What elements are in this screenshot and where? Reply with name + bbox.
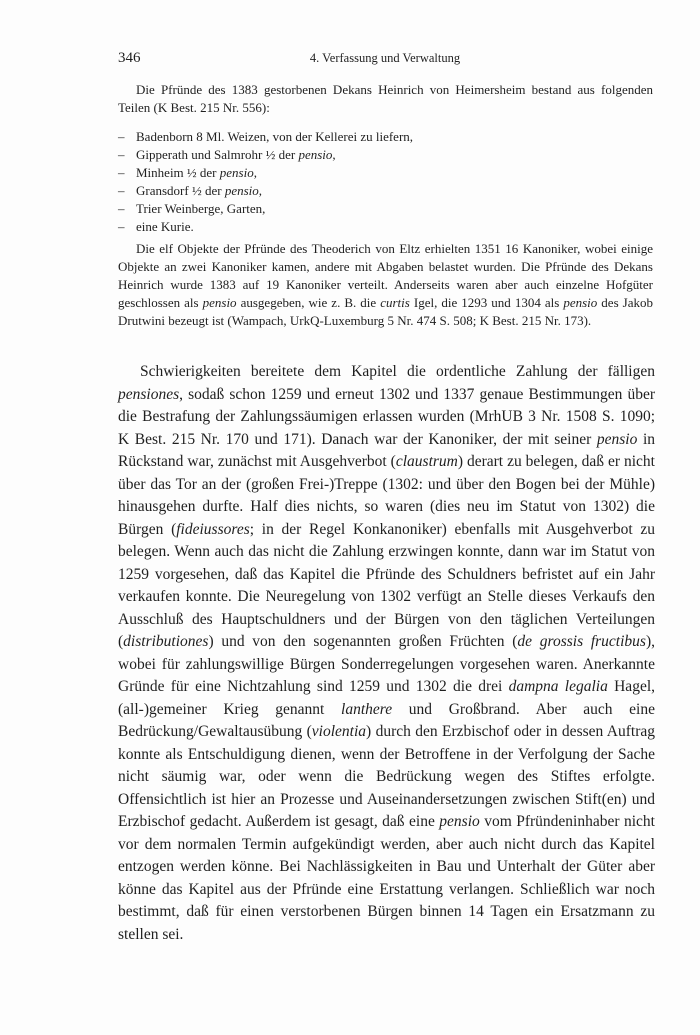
- page-header: [118, 50, 652, 70]
- list-item-tail: ,: [258, 183, 263, 198]
- main-text: Schwierigkeiten bereitete dem Kapitel die ordentliche Zahlung der fälligen pensiones, sodaß schon 1259 und erneut 1302 und 1337 genaue Bestimmungen über die Bestrafung der Zahlungssäumigen erlassen wurden (MrhUB 3 Nr. 1508 S. 1090; K Best. 215 Nr. 170 und 171). Danach war der Kanoniker, der mit seiner pensio in Rückstand war, zunächst mit Ausgehverbot (claustrum) derart zu belegen, daß er nicht über das Tor an der (großen Frei-)Treppe (1302: und über den Bogen bei der Mühle) hinausgehen durfte. Half dies nichts, so waren (dies neu im Statut von 1302) die Bürgen (fideiussores; in der Regel Konkanoniker) ebenfalls mit Ausgehverbot zu belegen. Wenn auch das nicht die Zahlung erzwingen konnte, dann war im Statut von 1259 vorgesehen, daß das Kapitel die Pfründe des Schuldners befristet auf ein Jahr verkaufen konnte. Die Neuregelung von 1302 verfügt an Stelle dieses Verkaufs den Ausschluß des Hauptschuldners und der Bürgen von den täglichen Verteilungen (distributiones) und von den sogenannten großen Früchten (de grossis fructibus), wobei für zahlungswillige Bürgen Sonderregelungen vorgesehen waren. Anerkannte Gründe für eine Nichtzahlung sind 1259 und 1302 die drei dampna legalia Hagel, (all-)gemeiner Krieg genannt lanthere und Großbrand. Aber auch eine Bedrückung/Gewaltausübung (violentia) durch den Erzbischof oder in dessen Auftrag konnte als Entschuldigung dienen, wenn der Betroffene in der Verfolgung der Sache nicht säumig war, oder wenn die Bedrückung wegen des Stiftes erfolgte. Offensichtlich ist hier an Prozesse und Auseinandersetzungen zwischen Stift(en) und Erzbischof gedacht. Außerdem ist gesagt, daß eine pensio vom Pfründeninhaber nicht vor dem normalen Termin aufgekündigt werden, aber auch nicht durch das Kapitel entzogen werden könne. Bei Nachlässigkeiten in Bau und Unterhalt der Güter aber könne das Kapitel aus der Pfründe eine Erstattung verlangen. Schließlich war noch bestimmt, daß für einen verstorbenen Bürgen binnen 14 Tagen ein Ersatzmann zu stellen sei.: [118, 363, 656, 943]
- list-item-text: eine Kurie.: [136, 219, 194, 234]
- list-item: [118, 218, 653, 236]
- list-item-text: Minheim ½ der: [136, 165, 220, 180]
- list-item-text: Gipperath und Salmrohr ½ der: [136, 147, 299, 162]
- list-dash: –: [118, 147, 125, 162]
- list-dash: –: [118, 201, 125, 216]
- list-item-italic: pensio: [224, 183, 259, 198]
- intro-paragraph: [118, 81, 653, 117]
- list-dash: –: [118, 165, 125, 180]
- list-dash: –: [118, 129, 125, 144]
- list-item-tail: ,: [332, 147, 336, 162]
- eltz-paragraph: [118, 240, 653, 330]
- prebend-list: [118, 128, 653, 236]
- list-dash: –: [118, 219, 125, 234]
- list-item-italic: pensio: [219, 165, 254, 180]
- list-item: [118, 200, 653, 218]
- list-item-tail: ,: [253, 165, 257, 180]
- list-item-text: Trier Weinberge, Garten,: [136, 201, 266, 216]
- list-item-text: Gransdorf ½ der: [136, 183, 225, 198]
- list-item: [118, 182, 653, 200]
- list-item: [118, 146, 653, 164]
- list-dash: –: [118, 183, 125, 198]
- list-item-italic: pensio: [298, 147, 333, 162]
- page-number: 346: [118, 50, 141, 66]
- running-head: 4. Verfassung und Verwaltung: [309, 51, 461, 65]
- eltz-text: Die elf Objekte der Pfründe des Theoderich von Eltz erhielten 1351 16 Kanoniker, wobei einige Objekte an zwei Kanoniker kamen, andere mit Abgaben belastet wurden. Die Pfründe des Dekans Heinrich wurde 1383 auf 19 Kanoniker verteilt. Anderseits waren aber auch einzelne Hofgüter geschlossen als pensio ausgegeben, wie z. B. die curtis Igel, die 1293 und 1304 als pensio des Jakob Drutwini bezeugt ist (Wampach, UrkQ-Luxemburg 5 Nr. 474 S. 508; K Best. 215 Nr. 173).: [118, 241, 653, 328]
- list-item: [118, 164, 653, 182]
- list-item: [118, 128, 653, 146]
- main-paragraph: [118, 361, 655, 946]
- list-item-text: Badenborn 8 Ml. Weizen, von der Kellerei zu liefern,: [136, 129, 414, 144]
- intro-text: Die Pfründe des 1383 gestorbenen Dekans Heinrich von Heimersheim bestand aus folgenden Teilen (K Best. 215 Nr. 556):: [118, 82, 653, 115]
